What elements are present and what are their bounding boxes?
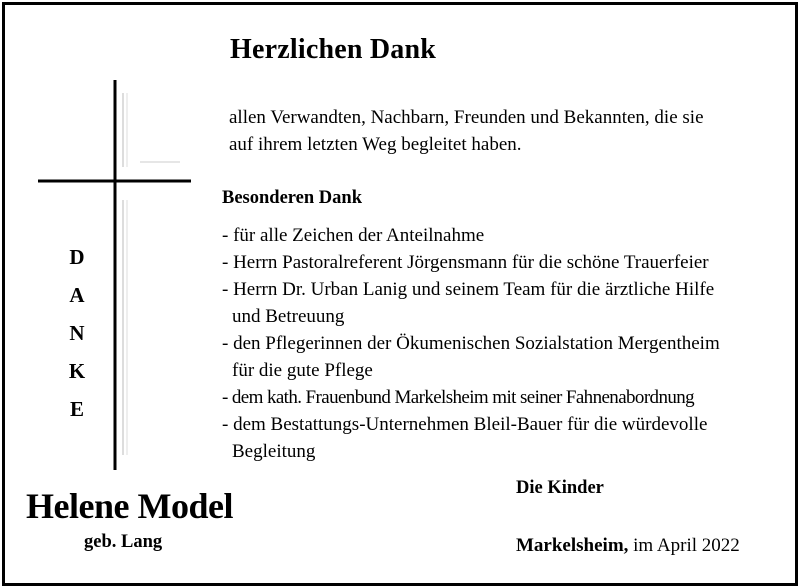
- list-item: - dem kath. Frauenbund Markelsheim mit seiner Fahnenabordnung: [222, 387, 695, 408]
- list-item: - Herrn Dr. Urban Lanig und seinem Team für die ärztliche Hilfe: [222, 279, 715, 300]
- date: im April 2022: [633, 535, 740, 556]
- deceased-name: Helene Model: [26, 486, 233, 526]
- intro-text: [229, 104, 704, 158]
- list-item-continuation: für die gute Pflege: [232, 360, 373, 381]
- intro-line: allen Verwandten, Nachbarn, Freunden und Bekannten, die sie: [229, 107, 704, 128]
- list-item: - Herrn Pastoralreferent Jörgensmann für die schöne Trauerfeier: [222, 252, 709, 273]
- place-date: [516, 535, 740, 557]
- list-item-continuation: und Betreuung: [232, 306, 345, 327]
- danke-letter: N: [69, 321, 85, 345]
- thanks-list: [222, 222, 720, 465]
- list-item-continuation: Begleitung: [232, 441, 316, 462]
- maiden-name: geb. Lang: [84, 532, 163, 552]
- danke-letter: A: [69, 283, 85, 307]
- list-item: - den Pflegerinnen der Ökumenischen Sozialstation Mergentheim: [222, 333, 720, 354]
- list-item: - dem Bestattungs-Unternehmen Bleil-Bauer für die würdevolle: [222, 414, 708, 435]
- danke-letter: E: [69, 397, 84, 421]
- list-item: - für alle Zeichen der Anteilnahme: [222, 225, 485, 246]
- vertical-danke: [66, 244, 88, 434]
- signature: Die Kinder: [516, 478, 604, 498]
- danke-letter: D: [69, 245, 85, 269]
- special-thanks-heading: Besonderen Dank: [222, 188, 362, 208]
- intro-line: auf ihrem letzten Weg begleitet haben.: [229, 134, 522, 155]
- page-title: Herzlichen Dank: [230, 34, 436, 65]
- place: Markelsheim,: [516, 535, 629, 556]
- danke-letter: K: [68, 359, 86, 383]
